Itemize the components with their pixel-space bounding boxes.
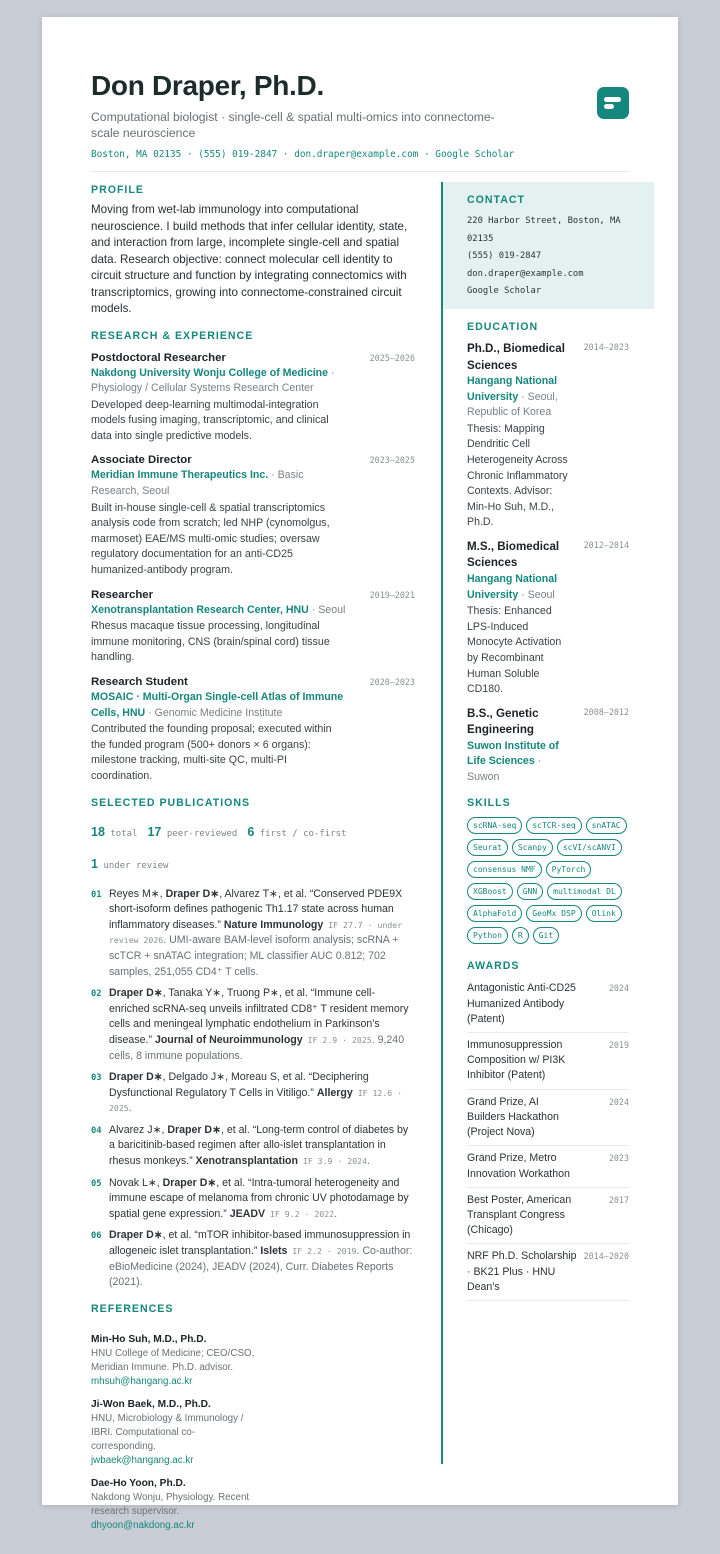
publication-self-author: Draper D∗ (165, 887, 220, 900)
reference-name: Min-Ho Suh, M.D., Ph.D. (91, 1333, 207, 1345)
main-column (91, 184, 415, 1533)
contact-box (443, 182, 654, 309)
reference-name: Ji-Won Baek, M.D., Ph.D. (91, 1398, 211, 1410)
job-organization (91, 468, 346, 499)
publication-self-author: Draper D∗ (167, 1123, 221, 1136)
profile-heading: PROFILE (91, 184, 144, 196)
profile-text: Moving from wet-lab immunology into computational neuroscience. I build methods that infer cellular identity, state, and interaction from large, incomplete single-cell and spatial data. Research objective: connect molecular cell identity to circuit structure and function by integrating connectomics with transcriptomics, growing into connectome-constrained circuit models. (91, 203, 408, 315)
stat-value: 1 (91, 856, 98, 871)
job-date: 2019–2021 (369, 589, 415, 600)
education-school-name: Suwon Institute of Life Sciences (467, 739, 559, 768)
skill-chip: R (512, 927, 529, 944)
reference-email[interactable]: mhsuh@hangang.ac.kr (91, 1376, 193, 1388)
education-date: 2014–2023 (583, 342, 629, 352)
job-date: 2020–2023 (369, 677, 415, 687)
job-description: Rhesus macaque tissue processing, longitudinal immune monitoring, CNS (brain/spinal cord) tissue handling. (91, 620, 330, 664)
education-location: · Suwon (467, 755, 542, 783)
skill-chip: PyTorch (546, 861, 592, 878)
job-description: Contributed the founding proposal; executed within the funded program (500+ donors × 6 organs): milestone tracking, multi-site QC, multi-PI coordination. (91, 723, 332, 782)
education-list (467, 341, 629, 785)
experience-item (91, 589, 415, 666)
reference-item (91, 1398, 257, 1469)
education-school-name: Hangang National University (467, 375, 558, 403)
stat-label: peer-reviewed (166, 828, 238, 839)
publication-impact: IF 3.9 · 2024 (297, 1156, 367, 1167)
publication-impact: IF 2.2 · 2019 (287, 1246, 357, 1257)
publication-self-author: Draper D∗ (109, 987, 163, 1000)
award-date: 2024 (608, 1096, 629, 1107)
job-title: Research Student (91, 676, 188, 688)
award-item (467, 1244, 629, 1301)
education-location: · Seoul, Republic of Korea (467, 390, 558, 419)
references-heading: REFERENCES (91, 1302, 174, 1315)
skill-chip: scRNA-seq (467, 817, 522, 834)
stat-value: 17 (147, 824, 162, 839)
publication-citation: , Tanaka Y∗, Truong P∗, et al. “Immune cell-enriched scRNA-seq unveils infiltrated CD8⁺ T resident memory cells and meningeal lymphatic endothelium in Parkinson’s disease.” (109, 987, 409, 1046)
education-location: · Seoul (518, 588, 555, 601)
contact-address: 220 Harbor Street, Boston, MA 02135 (467, 216, 621, 244)
job-org-detail: · Genomic Medicine Institute (145, 706, 283, 719)
publication-journal: Allergy (316, 1086, 353, 1099)
job-organization (91, 603, 346, 619)
publication-list (91, 887, 415, 1291)
reference-description: HNU College of Medicine; CEO/CSO, Meridian Immune. Ph.D. advisor. (91, 1348, 255, 1374)
reference-description: HNU, Microbiology & Immunology / IBRI. Computational co-corresponding. (91, 1412, 244, 1453)
job-title: Researcher (91, 588, 154, 601)
publication-journal: Xenotransplantation (195, 1155, 298, 1168)
job-org-name: Nakdong University Wonju College of Medicine (91, 366, 329, 379)
education-item (467, 539, 629, 698)
publication-note: . UMI-aware BAM-level isoform analysis; scRNA + scTCR + snATAC integration; ML classifier AUC 0.812; 702 samples, 251,055 CD4⁺ T cells. (109, 934, 399, 978)
award-name: NRF Ph.D. Scholarship · BK21 Plus · HNU Dean's (467, 1250, 577, 1293)
publication-impact: IF 2.9 · 2025 (302, 1034, 372, 1045)
award-date: 2017 (608, 1194, 629, 1205)
stat-value: 18 (91, 824, 105, 839)
job-title: Associate Director (91, 454, 192, 467)
publication-number: 01 (91, 889, 102, 900)
skill-chip: AlphaFold (467, 905, 522, 922)
publication-stat (147, 825, 247, 839)
header-divider (91, 171, 629, 172)
stat-label: total (110, 828, 138, 839)
reference-description: Nakdong Wonju, Physiology. Recent research supervisor. (91, 1491, 250, 1518)
award-date: 2019 (608, 1040, 629, 1051)
publication-stat (91, 857, 178, 871)
publication-journal: Nature Immunology (223, 918, 324, 931)
publication-authors-pre: Novak L∗, (109, 1176, 163, 1189)
experience-item (91, 454, 415, 578)
skill-chip: Olink (586, 905, 622, 922)
education-degree: Ph.D., Biomedical Sciences (467, 342, 565, 372)
reference-email[interactable]: dhyoon@nakdong.ac.kr (91, 1520, 195, 1532)
resume-header (91, 69, 629, 160)
job-org-detail: · Seoul (308, 603, 346, 616)
education-school (467, 374, 572, 421)
publication-item (91, 1228, 415, 1290)
side-column (467, 321, 629, 1301)
experience-item (91, 352, 415, 445)
publication-self-author: Draper D∗ (109, 1071, 163, 1084)
resume-page (42, 17, 678, 1532)
job-org-name: MOSAIC · Multi-Organ Single-cell Atlas of Immune Cells, HNU (91, 691, 344, 719)
education-date: 2012–2014 (583, 539, 629, 550)
job-org-name: Xenotransplantation Research Center, HNU (91, 603, 309, 616)
award-item (467, 1188, 629, 1245)
job-org-detail: · Physiology / Cellular Systems Research Center (91, 366, 335, 395)
publication-item (91, 1176, 415, 1223)
award-item (467, 1033, 629, 1090)
skill-chip: snATAC (586, 817, 627, 834)
award-item (467, 976, 629, 1033)
job-date: 2025–2026 (369, 352, 415, 363)
header-contact-line: Boston, MA 02135 · (555) 019-2847 · don.draper@example.com · Google Scholar (91, 149, 515, 160)
job-org-detail: · Basic Research, Seoul (91, 469, 304, 498)
publication-journal: JEADV (229, 1207, 266, 1220)
education-thesis: Thesis: Mapping Dendritic Cell Heterogeneity Across Chronic Inflammatory Contexts. Advisor: Min-Ho Suh, M.D., Ph.D. (467, 422, 568, 529)
education-school-name: Hangang National University (467, 572, 558, 601)
award-date: 2024 (608, 983, 629, 994)
job-org-name: Meridian Immune Therapeutics Inc. (91, 469, 269, 482)
job-organization (91, 366, 346, 397)
skill-chip: Git (533, 927, 559, 944)
publication-item (91, 1070, 415, 1117)
publication-authors-pre: Reyes M∗, (109, 887, 166, 900)
reference-name: Dae-Ho Yoon, Ph.D. (91, 1477, 186, 1489)
job-organization (91, 690, 346, 721)
publication-citation: , et al. “Long-term control of diabetes by a baricitinib-based regimen after allo-islet transplantation in rhesus monkeys.” (109, 1123, 409, 1168)
publication-number: 06 (91, 1231, 102, 1242)
award-name: Immunosuppression Composition w/ PI3K Inhibitor (Patent) (467, 1039, 566, 1082)
publication-citation: , et al. “Intra-tumoral heterogeneity and immune escape of melanoma from chronic UV photodamage by spatial gene expression.” (109, 1176, 409, 1220)
skill-chip: scVI/scANVI (557, 839, 622, 856)
award-item (467, 1090, 629, 1147)
publication-note: . (366, 1155, 370, 1168)
publication-stats (91, 817, 415, 881)
publication-stat (91, 825, 147, 839)
awards-heading: AWARDS (467, 960, 520, 973)
education-date: 2008–2012 (583, 706, 629, 717)
award-name: Best Poster, American Transplant Congress (Chicago) (467, 1193, 572, 1237)
reference-item (91, 1333, 257, 1390)
stat-label: under review (103, 860, 169, 871)
experience-heading: RESEARCH & EXPERIENCE (91, 329, 254, 342)
publication-citation: , Delgado J∗, Moreau S, et al. “Deciphering Dysfunctional Regulatory T Cells in Vitiligo.” (109, 1071, 369, 1099)
job-description: Developed deep-learning multimodal-integration models fusing imaging, transcriptomic, and clinical data into single predictive models. (91, 398, 329, 442)
publication-number: 04 (91, 1125, 102, 1136)
skill-chip: Scanpy (512, 839, 553, 856)
contact-scholar-link[interactable]: Google Scholar (467, 286, 542, 296)
publication-impact: IF 27.7 · under review 2026 (109, 919, 403, 946)
publication-item (91, 1123, 415, 1170)
reference-list (91, 1325, 415, 1534)
award-item (467, 1146, 629, 1187)
tagline: Computational biologist · single-cell & spatial multi-omics into connectome-scale neuroscience (91, 110, 495, 140)
skill-chip: GeoMx DSP (526, 905, 581, 922)
notes-logo-icon (597, 87, 629, 119)
publication-note: . (334, 1207, 338, 1220)
award-name: Antagonistic Anti-CD25 Humanized Antibody (Patent) (467, 982, 576, 1025)
publication-note: . Co-author: eBioMedicine (2024), JEADV (2024), Curr. Diabetes Reports (2021). (109, 1245, 413, 1289)
stat-label: first / co-first (259, 828, 347, 839)
publication-journal: Islets (260, 1245, 288, 1258)
education-degree: B.S., Genetic Engineering (467, 706, 539, 737)
job-date: 2023–2025 (369, 455, 415, 466)
skills-heading: SKILLS (467, 797, 511, 810)
job-title: Postdoctoral Researcher (91, 351, 226, 364)
award-date: 2023 (608, 1153, 629, 1164)
education-item (467, 341, 629, 531)
contact-heading: CONTACT (467, 194, 525, 206)
education-heading: EDUCATION (467, 321, 539, 333)
publication-note: . (128, 1102, 132, 1115)
experience-list (91, 352, 415, 785)
publication-citation: , et al. “mTOR inhibitor-based immunosuppression in allogeneic islet transplantation.” (109, 1229, 411, 1258)
education-thesis: Thesis: Enhanced LPS-Induced Monocyte Activation by Recombinant Human Soluble CD180. (467, 605, 562, 696)
award-list (467, 976, 629, 1300)
publication-self-author: Draper D∗ (162, 1176, 217, 1189)
skill-chip: GNN (517, 883, 543, 900)
publication-number: 05 (91, 1178, 102, 1189)
publication-item (91, 887, 415, 981)
contact-phone: (555) 019-2847 (467, 251, 542, 261)
publication-impact: IF 12.6 · 2025 (109, 1087, 403, 1114)
job-description: Built in-house single-cell & spatial transcriptomics analysis code from scratch; led NHP (cynomolgus, marmoset) EAE/MS multi-omic studies; oversaw regulatory documentation for an anti-CD25 humanized-antibody program. (91, 501, 330, 577)
skill-chip: consensus NMF (467, 861, 542, 878)
award-name: Grand Prize, Metro Innovation Workathon (467, 1152, 570, 1180)
experience-item (91, 676, 415, 785)
skill-chip: scTCR-seq (526, 817, 581, 834)
reference-email[interactable]: jwbaek@hangang.ac.kr (91, 1455, 194, 1467)
stat-value: 6 (247, 824, 255, 839)
skill-chips (467, 817, 629, 944)
education-item (467, 706, 629, 786)
skill-chip: XGBoost (467, 883, 513, 900)
skill-chip: multimodal DL (547, 883, 622, 900)
education-school (467, 739, 572, 786)
publication-citation: , Alvarez T∗, et al. “Conserved PDE9X short-isoform defines pathogenic Th1.17 state across human inflammatory diseases.” (109, 887, 403, 931)
award-date: 2014–2020 (583, 1251, 629, 1262)
publication-item (91, 986, 415, 1064)
publication-impact: IF 9.2 · 2022 (265, 1208, 335, 1219)
publication-journal: Journal of Neuroimmunology (154, 1033, 303, 1046)
publication-self-author: Draper D∗ (109, 1229, 163, 1242)
award-name: Grand Prize, AI Builders Hackathon (Project Nova) (467, 1095, 559, 1139)
publication-number: 02 (91, 989, 102, 1000)
publication-stat (247, 825, 356, 839)
skill-chip: Seurat (467, 839, 508, 856)
column-divider (441, 182, 443, 1464)
contact-email[interactable]: don.draper@example.com (467, 268, 584, 279)
publication-note: . 9,240 cells, 8 immune populations. (109, 1033, 405, 1062)
publications-heading: SELECTED PUBLICATIONS (91, 796, 251, 809)
skill-chip: Python (467, 927, 508, 944)
publication-authors-pre: Alvarez J∗, (109, 1123, 168, 1136)
education-school (467, 572, 572, 603)
publication-number: 03 (91, 1073, 102, 1084)
reference-item (91, 1477, 257, 1534)
candidate-name: Don Draper, Ph.D. (91, 70, 324, 101)
education-degree: M.S., Biomedical Sciences (467, 539, 560, 570)
